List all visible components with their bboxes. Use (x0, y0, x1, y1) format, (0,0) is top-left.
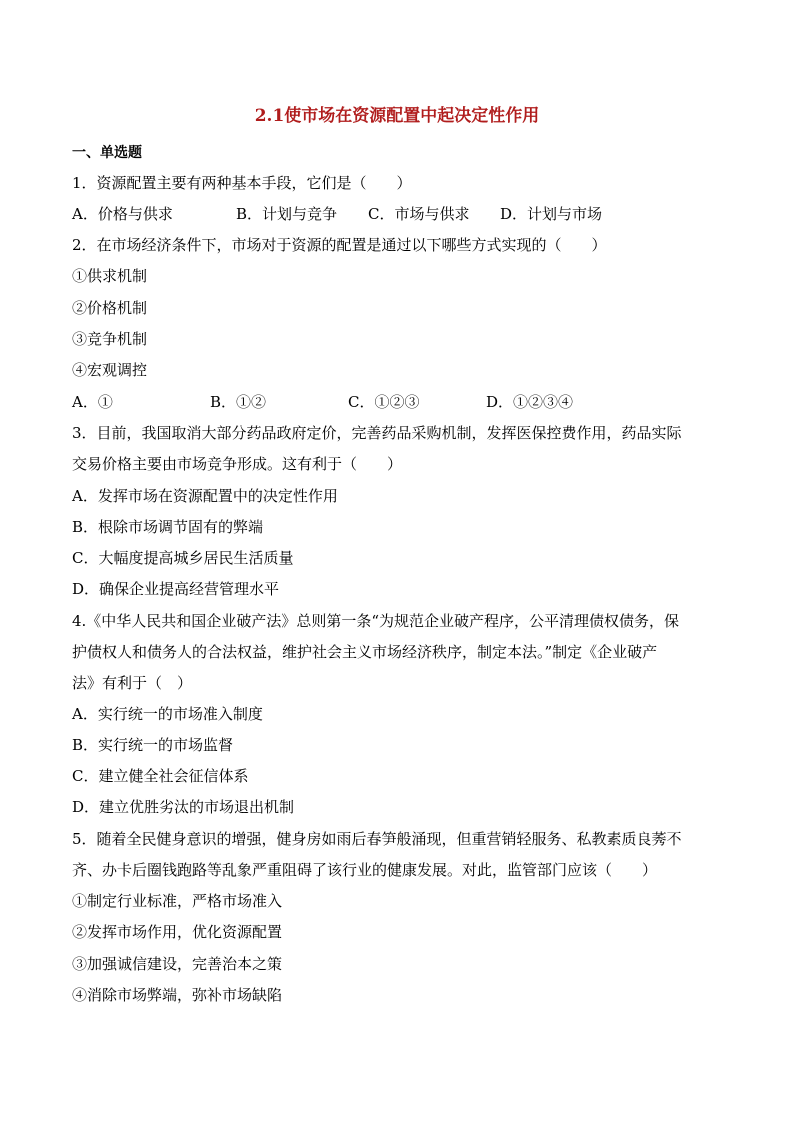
q2-statement-3: ③竞争机制 (72, 330, 148, 348)
q3-option-a[interactable]: A．发挥市场在资源配置中的决定性作用 (72, 487, 338, 505)
q3-option-b[interactable]: B．根除市场调节固有的弊端 (72, 518, 264, 536)
q4-option-c[interactable]: C．建立健全社会征信体系 (72, 767, 249, 785)
q5-stem-line-1: 5．随着全民健身意识的增强，健身房如雨后春笋般涌现，但重营销轻服务、私教素质良莠不 (72, 830, 682, 848)
q1-stem: 1．资源配置主要有两种基本手段，它们是（ ） (72, 174, 412, 192)
q4-option-a[interactable]: A．实行统一的市场准入制度 (72, 705, 263, 723)
q1-option-c[interactable]: C．市场与供求 (368, 205, 470, 223)
q4-stem-line-3: 法》有利于（ ） (72, 674, 193, 692)
q4-option-b[interactable]: B．实行统一的市场监督 (72, 736, 234, 754)
q4-stem-line-1: 4.《中华人民共和国企业破产法》总则第一条“为规范企业破产程序，公平清理债权债务，保 (72, 612, 679, 630)
q3-stem-line-1: 3．目前，我国取消大部分药品政府定价，完善药品采购机制，发挥医保控费作用，药品实际 (72, 424, 682, 442)
q2-options (72, 391, 732, 413)
section-heading: 一、单选题 (72, 145, 142, 161)
q2-option-a[interactable]: A．① (72, 393, 113, 411)
q2-option-d[interactable]: D．①②③④ (486, 393, 574, 411)
q1-options (72, 203, 732, 225)
q5-statement-2: ②发挥市场作用，优化资源配置 (72, 923, 283, 941)
q5-statement-3: ③加强诚信建设，完善治本之策 (72, 955, 283, 973)
q1-option-d[interactable]: D．计划与市场 (500, 205, 603, 223)
q2-statement-1: ①供求机制 (72, 267, 148, 285)
q2-option-b[interactable]: B．①② (210, 393, 267, 411)
q1-option-b[interactable]: B．计划与竞争 (236, 205, 338, 223)
q1-option-a[interactable]: A．价格与供求 (72, 205, 173, 223)
q5-statement-1: ①制定行业标准，严格市场准入 (72, 892, 283, 910)
q3-stem-line-2: 交易价格主要由市场竞争形成。这有利于（ ） (72, 455, 403, 473)
document-title: 2.1使市场在资源配置中起决定性作用 (254, 106, 540, 126)
q2-statement-4: ④宏观调控 (72, 361, 148, 379)
q4-option-d[interactable]: D．建立优胜劣汰的市场退出机制 (72, 798, 295, 816)
q2-option-c[interactable]: C．①②③ (348, 393, 420, 411)
q5-statement-4: ④消除市场弊端，弥补市场缺陷 (72, 986, 283, 1004)
q5-stem-line-2: 齐、办卡后圈钱跑路等乱象严重阻碍了该行业的健康发展。对此，监管部门应该（ ） (72, 861, 658, 879)
q3-option-d[interactable]: D．确保企业提高经营管理水平 (72, 580, 280, 598)
q2-stem: 2．在市场经济条件下，市场对于资源的配置是通过以下哪些方式实现的（ ） (72, 236, 607, 254)
q2-statement-2: ②价格机制 (72, 299, 148, 317)
q4-stem-line-2: 护债权人和债务人的合法权益，维护社会主义市场经济秩序，制定本法。”制定《企业破产 (72, 643, 658, 661)
q3-option-c[interactable]: C．大幅度提高城乡居民生活质量 (72, 549, 294, 567)
